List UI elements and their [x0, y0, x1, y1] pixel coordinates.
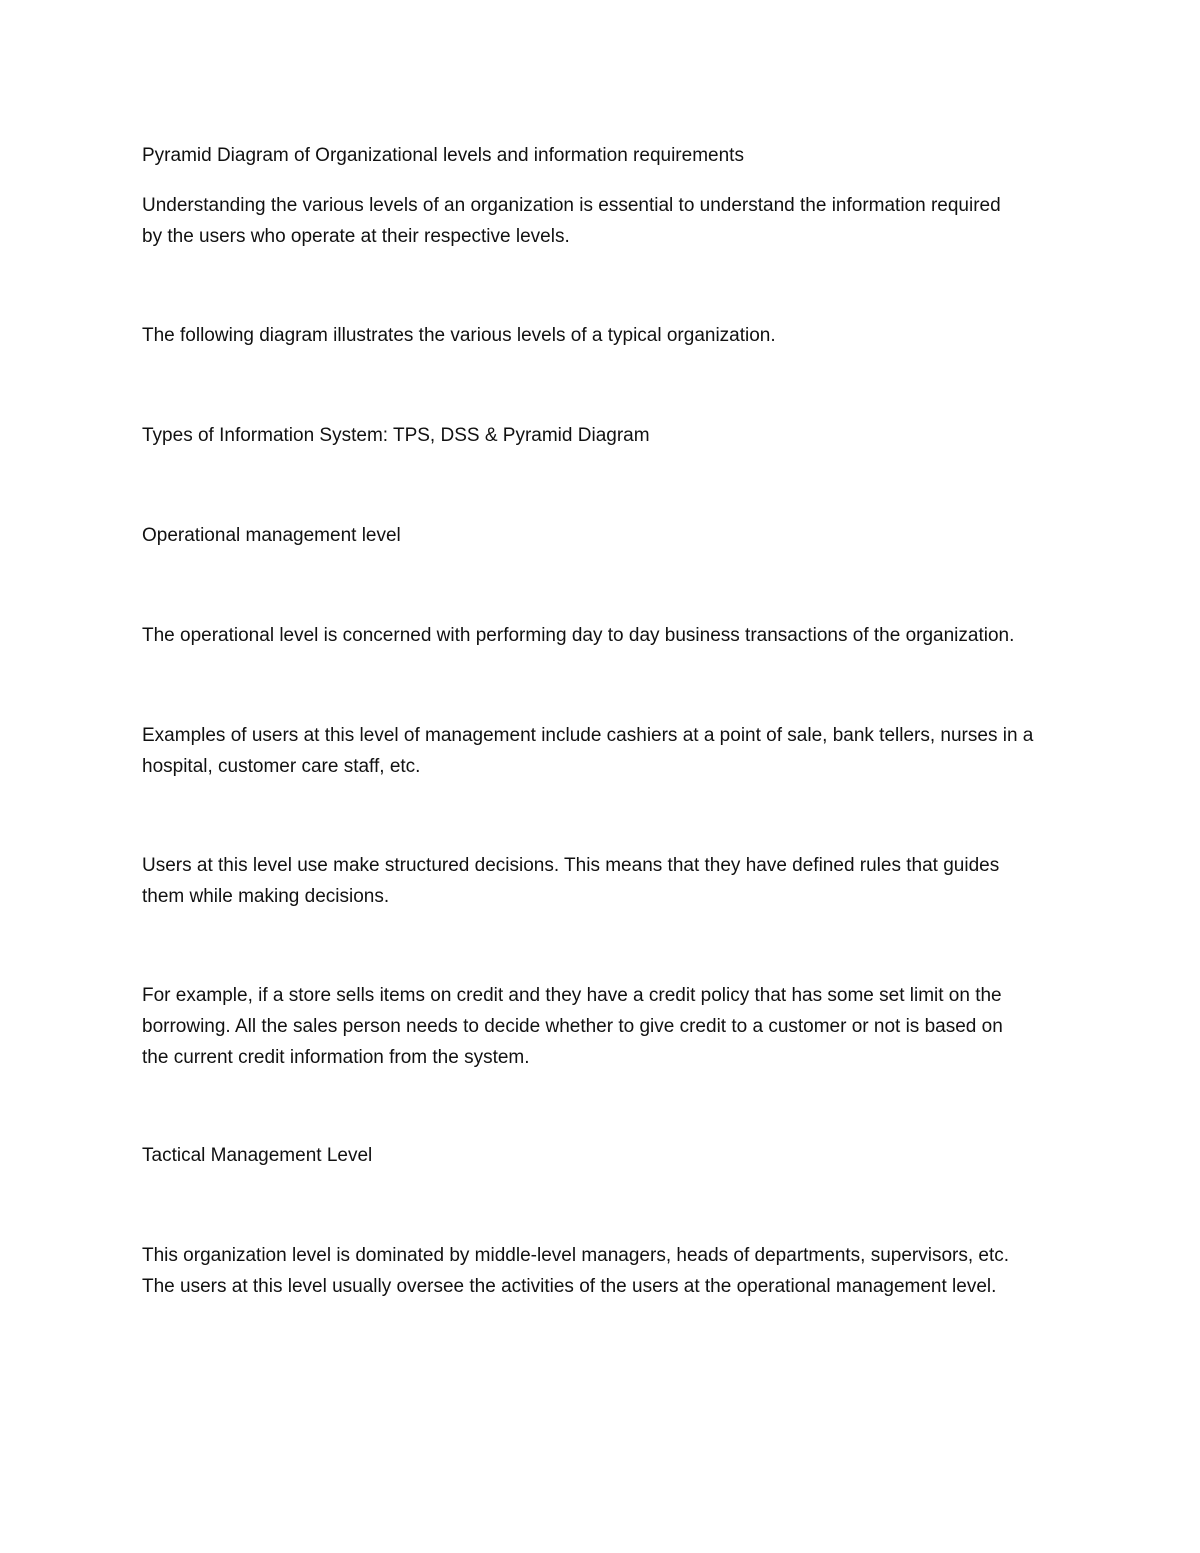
- paragraph-line: The following diagram illustrates the various levels of a typical organization.: [142, 325, 776, 346]
- paragraph-line: by the users who operate at their respective levels.: [142, 226, 570, 247]
- paragraph-operational-examples: [142, 720, 1072, 782]
- paragraph-structured-decisions: [142, 850, 1072, 912]
- paragraph-diagram-intro: [142, 320, 1072, 351]
- paragraph-line: Operational management level: [142, 525, 401, 546]
- paragraph-line: Understanding the various levels of an organization is essential to understand the information required: [142, 195, 1001, 216]
- paragraph-information-system-types: [142, 420, 1072, 451]
- paragraph-operational-definition: [142, 620, 1072, 651]
- paragraph-line: hospital, customer care staff, etc.: [142, 756, 421, 777]
- paragraph-line: them while making decisions.: [142, 886, 390, 907]
- section-heading-operational: [142, 520, 1072, 551]
- paragraph-line: Examples of users at this level of management include cashiers at a point of sale, bank tellers, nurses in a: [142, 725, 1034, 746]
- paragraph-understanding-levels: [142, 190, 1072, 252]
- paragraph-line: borrowing. All the sales person needs to decide whether to give credit to a customer or not is based on: [142, 1016, 1003, 1037]
- paragraph-line: This organization level is dominated by middle-level managers, heads of departments, supervisors, etc.: [142, 1245, 1010, 1266]
- paragraph-line: the current credit information from the system.: [142, 1047, 530, 1068]
- paragraph-credit-example: [142, 980, 1072, 1073]
- paragraph-line: Types of Information System: TPS, DSS & Pyramid Diagram: [142, 425, 650, 446]
- paragraph-line: The users at this level usually oversee the activities of the users at the operational management level.: [142, 1276, 997, 1297]
- paragraph-line: The operational level is concerned with performing day to day business transactions of the organization.: [142, 625, 1015, 646]
- document-title: Pyramid Diagram of Organizational levels and information requirements: [142, 145, 744, 166]
- paragraph-tactical-definition: [142, 1240, 1072, 1302]
- paragraph-line: Tactical Management Level: [142, 1145, 373, 1166]
- paragraph-line: For example, if a store sells items on credit and they have a credit policy that has some set limit on the: [142, 985, 1002, 1006]
- section-heading-tactical: [142, 1140, 1072, 1171]
- paragraph-line: Users at this level use make structured decisions. This means that they have defined rules that guides: [142, 855, 1000, 876]
